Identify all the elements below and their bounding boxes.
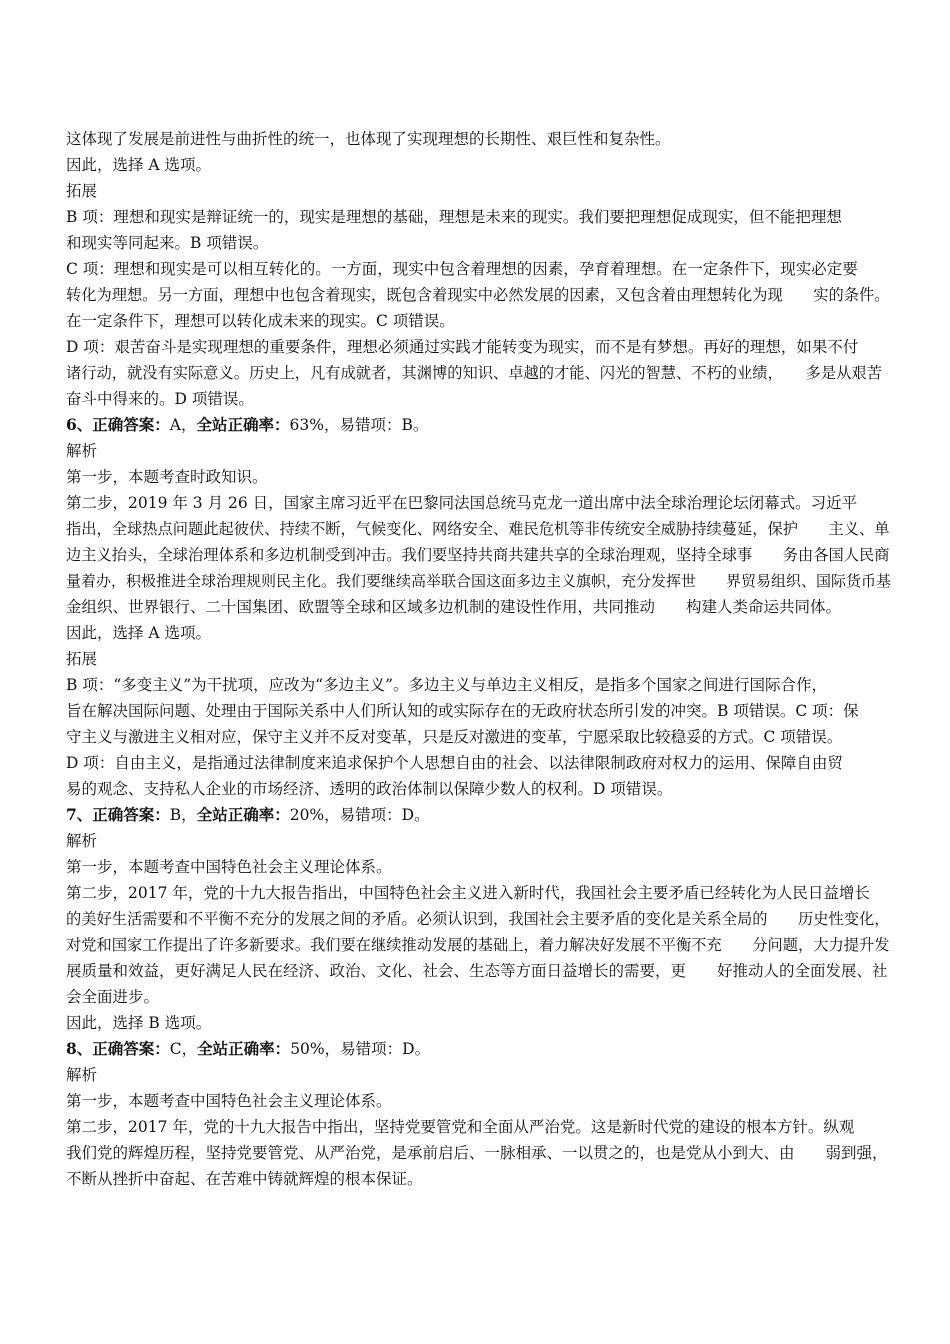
accuracy-label: 全站正确率： <box>196 415 290 434</box>
text-line: B 项：理想和现实是辩证统一的，现实是理想的基础，理想是未来的现实。我们要把理想促成现实，但不能把理想 <box>66 208 842 226</box>
text-line: 第一步，本题考查中国特色社会主义理论体系。 <box>66 858 392 876</box>
text-line: 和现实等同起来。B 项错误。 <box>66 234 269 252</box>
text-line: 因此，选择 A 选项。 <box>66 156 212 174</box>
text-line: B 项：“多变主义”为干扰项，应改为“多边主义”。多边主义与单边主义相反，是指多个国家之间进行国际合作， <box>66 676 828 694</box>
text-line: 量着办，积极推进全球治理规则民主化。我们要继续高举联合国这面多边主义旗帜，充分发挥世 界贸易组织、国际货币基 <box>66 572 892 590</box>
q5-continuation <box>66 126 892 412</box>
section-label: 解析 <box>66 1066 98 1084</box>
text-line: 我们党的辉煌历程，坚持党要管党、从严治党，是承前启后、一脉相承、一以贯之的，也是党从小到大、由 弱到强， <box>66 1144 888 1162</box>
answer-label: 7、正确答案： <box>66 805 170 824</box>
text-line: 旨在解决国际问题、处理由于国际关系中人们所认知的或实际存在的无政府状态所引发的冲突。B 项错误。C 项：保 <box>66 702 859 720</box>
text-line: 第一步，本题考查中国特色社会主义理论体系。 <box>66 1092 392 1110</box>
section-label: 解析 <box>66 832 98 850</box>
text-line: 在一定条件下，理想可以转化成未来的现实。C 项错误。 <box>66 312 455 330</box>
text-line: 因此，选择 A 选项。 <box>66 624 212 642</box>
text-line: 因此，选择 B 选项。 <box>66 1014 212 1032</box>
section-label: 拓展 <box>66 182 98 200</box>
accuracy-value: 50%，易错项：D。 <box>290 1040 431 1058</box>
answer-value: B， <box>169 806 197 824</box>
answer-header <box>66 412 892 438</box>
text-line: 转化为理想。另一方面，理想中也包含着现实，既包含着现实中必然发展的因素，又包含着由理想转化为现 实的条件。 <box>66 286 890 304</box>
accuracy-label: 全站正确率： <box>196 805 290 824</box>
text-line: 守主义与激进主义相对应，保守主义并不反对变革，只是反对激进的变革，宁愿采取比较稳妥的方式。C 项错误。 <box>66 728 843 746</box>
text-line: D 项：自由主义，是指通过法律制度来追求保护个人思想自由的社会、以法律限制政府对权力的运用、保障自由贸 <box>66 754 843 772</box>
text-line: 展质量和效益，更好满足人民在经济、政治、文化、社会、生态等方面日益增长的需要，更 好推动人的全面发展、社 <box>66 962 888 980</box>
section-label: 拓展 <box>66 650 98 668</box>
section-label: 解析 <box>66 442 98 460</box>
text-line: 不断从挫折中奋起、在苦难中铸就辉煌的根本保证。 <box>66 1170 423 1188</box>
text-line: 第二步，2017 年，党的十九大报告指出，中国特色社会主义进入新时代，我国社会主要矛盾已经转化为人民日益增长 <box>66 884 870 902</box>
text-line: 边主义抬头，全球治理体系和多边机制受到冲击。我们要坚持共商共建共享的全球治理观，坚持全球事 务由各国人民商 <box>66 546 890 564</box>
answer-header <box>66 802 892 828</box>
answer-value: A， <box>169 416 197 434</box>
text-line: 第二步，2017 年，党的十九大报告中指出，坚持党要管党和全面从严治党。这是新时代党的建设的根本方针。纵观 <box>66 1118 855 1136</box>
text-line: C 项：理想和现实是可以相互转化的。一方面，现实中包含着理想的因素，孕育着理想。在一定条件下，现实必定要 <box>66 260 858 278</box>
text-line: 第一步，本题考查时政知识。 <box>66 468 268 486</box>
text-line: 诸行动，就没有实际意义。历史上，凡有成就者，其渊博的知识、卓越的才能、闪光的智慧、不朽的业绩， 多是从艰苦 <box>66 364 882 382</box>
text-line: 指出，全球热点问题此起彼伏、持续不断，气候变化、网络安全、难民危机等非传统安全威胁持续蔓延，保护 主义、单 <box>66 520 890 538</box>
text-line: 易的观念、支持私人企业的市场经济、透明的政治体制以保障少数人的权利。D 项错误。 <box>66 780 673 798</box>
accuracy-label: 全站正确率： <box>197 1039 291 1058</box>
text-line: 第二步，2019 年 3 月 26 日，国家主席习近平在巴黎同法国总统马克龙一道出席中法全球治理论坛闭幕式。习近平 <box>66 494 858 512</box>
answer-label: 8、正确答案： <box>66 1039 170 1058</box>
accuracy-value: 63%，易错项：B。 <box>289 416 429 434</box>
q6-block <box>66 412 892 802</box>
text-line: 金组织、世界银行、二十国集团、欧盟等全球和区域多边机制的建设性作用，共同推动 构建人类命运共同体。 <box>66 598 842 616</box>
q8-block <box>66 1036 892 1192</box>
text-line: 对党和国家工作提出了许多新要求。我们要在继续推动发展的基础上，着力解决好发展不平衡不充 分问题，大力提升发 <box>66 936 890 954</box>
answer-header <box>66 1036 892 1062</box>
text-line: D 项：艰苦奋斗是实现理想的重要条件，理想必须通过实践才能转变为现实，而不是有梦想。再好的理想，如果不付 <box>66 338 859 356</box>
text-line: 奋斗中得来的。D 项错误。 <box>66 390 254 408</box>
q7-block <box>66 802 892 1036</box>
document-page <box>66 126 892 1192</box>
answer-label: 6、正确答案： <box>66 415 170 434</box>
text-line: 会全面进步。 <box>66 988 160 1006</box>
text-line: 的美好生活需要和不平衡不充分的发展之间的矛盾。必须认识到，我国社会主要矛盾的变化是关系全局的 历史性变化， <box>66 910 890 928</box>
accuracy-value: 20%，易错项：D。 <box>289 806 430 824</box>
text-line: 这体现了发展是前进性与曲折性的统一，也体现了实现理想的长期性、艰巨性和复杂性。 <box>66 130 671 148</box>
answer-value: C， <box>169 1040 198 1058</box>
